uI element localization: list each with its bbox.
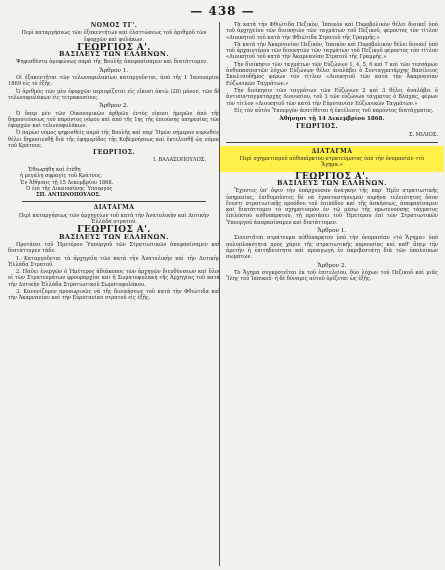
law-subtitle: Περὶ καταργήσεως τῶν ἐξακεντήτων καὶ ἐλαττώσεως τοῦ ἀριθμοῦ τῶν ἔφορχῶν καὶ φυλάκων. xyxy=(21,30,207,43)
article-heading: Ἄρθρον 2. xyxy=(99,103,129,110)
page-number: — 438 — xyxy=(190,4,255,18)
signature-king: ΓΕΩΡΓΙΟΣ. xyxy=(92,149,136,157)
decree-item: 3. Κανονίζομεν προσωρινῶς νὰ τῆς διοικήσεως τοῦ κατὰ τὴν Φθιώτιδα καὶ τὴν Ἀκαρνανίαν καὶ τὴν Εὐρυτανίαν στρατοῦ εἰς ἑξῆς. xyxy=(8,288,220,302)
decree-subtitle: Περὶ σχηματισμοῦ αὐθυπάρκτου στρατεύματος ὑπὸ τὴν ὀνομασίαν «τὸ Ἄγημα.» xyxy=(239,156,425,169)
king-heading: ΓΕΩΡΓΙΟΣ Α'. xyxy=(77,42,151,53)
decree-preamble: Ἔχοντες ὑπ' ὄψιν τὴν ὑπάρχουσαν ἀνάγκην τῆς παρ' Ἡμῖν στρατιωτικῆς ὑπηρεσίας, ἐπιθυμοῦντες δὲ νὰ ἐγκαταστήσωμεν πυρῆνα τελειότητος ὅσον ἔνεστι στρατιωτικῆς προόδου τοῦ ἐπιπέδου καὶ τῆς ἀσκήσεως, ἀπεφασίσαμεν καὶ διατάττομεν τὸ σχηματισμὸν ἐν τῷ μέσῳ τῆς πρωτευούσης τάγματος ἐπιλέκτου αὐθυπάρκτου, τῇ προτάσει τοῦ Ἡμετέρου ἐπὶ τῶν Στρατιωτικῶν Ὑπουργοῦ ἀπεφασίσαμεν καὶ διατάττομεν. xyxy=(226,188,438,226)
section-divider xyxy=(22,201,206,202)
kings-title: ΒΑΣΙΛΕΥΣ ΤΩΝ ΕΛΛΗΝΩΝ. xyxy=(276,178,388,187)
closing-note: Ὁ παρὼν νόμος ψηφισθεὶς παρὰ τῆς Βουλῆς καὶ παρ' Ἡμῶν σήμερον κυρωθεὶς θέλει δημοσιευθῇ διὰ τῆς ἐφημερίδος τῆς Κυβερνήσεως καὶ ἐκτελεσθῇ ὡς νόμος τοῦ Κράτους. xyxy=(8,130,220,150)
article-heading: Ἄρθρον 1. xyxy=(317,228,347,235)
decree-item: 1. Καταργοῦνται τὰ ἀρχηγεῖα τῶν κατὰ τὴν Ἀνατολικὴν καὶ τὴν Δυτικὴν Ἑλλάδα Στρατοῦ. xyxy=(8,255,220,268)
seal-name: ΣΠ. ΑΝΤΩΝΟΠΟΥΛΟΣ. xyxy=(36,192,101,199)
article-text: Οἱ ἐξακεντῆται τῶν τελωνοφυλακίων καταργοῦνται, ἀπὸ τῆς 1 Ἰανουαρίου 1869 εἰς τὸ ἑξῆς. xyxy=(8,75,220,88)
paragraph: Τὴν διοίκησιν τῶν ταγμάτων τῶν Εὐζώνων 1, 4, 5, 6 καὶ 7 καὶ τῶν τεσσάρων ἀνθυπασπιστῶν λόχων Εὐζώνων θέλει ἀναλάβει ὁ Συνταγματάρχης Βασίλειος Σκαλτσοδῆμος φέρων τὸν τίτλον «Διοικητοῦ τῶν κατὰ τὴν Ἀκαρνανίαν Εὐζωνικῶν Ταγμάτων.» xyxy=(226,61,438,87)
kings-title: ΒΑΣΙΛΕΥΣ ΤΩΝ ΕΛΛΗΝΩΝ. xyxy=(58,50,170,59)
signature-minister: Σ. ΜΙΛΙΟΣ. xyxy=(408,132,438,139)
kings-title: ΒΑΣΙΛΕΥΣ ΤΩΝ ΕΛΛΗΝΩΝ. xyxy=(58,232,170,241)
seal-line: ἡ μεγάλη σφραγὶς τοῦ Κράτους. xyxy=(20,173,103,180)
king-heading: ΓΕΩΡΓΙΟΣ Α'. xyxy=(77,225,151,236)
decree-title: ΔΙΑΤΑΓΜΑ xyxy=(311,147,353,155)
decree-preamble: Προτάσει τοῦ Ἡμετέρου Ὑπουργοῦ τῶν Στρατιωτικῶν ἀπεφασίσαμεν καὶ διατάττομεν τάδε. xyxy=(8,241,220,255)
decree-title: ΔΙΑΤΑΓΜΑ xyxy=(93,204,135,212)
decree-subtitle: Περὶ καταργήσεως τῶν ἀρχηγείων τοῦ κατὰ τὴν Ἀνατολικὴν καὶ Δυτικὴν Ἑλλάδα στρατοῦ. xyxy=(18,212,210,226)
paragraph: Τὴν διοίκησιν τῶν ταγμάτων τῶν Εὐζώνων 2 καὶ 3 θέλει ἀναλάβει ὁ ἀντισυνταγματάρχης Διονυσίου, τοῦ 3 τῶν εὐζώνων τάγματος ὁ Βλάχας, φέρων τὸν τίτλον «Διοικητοῦ τῶν κατὰ τὴν Εὐρυτανίαν Εὐζωνικῶν Ταγμάτων.» xyxy=(226,87,438,107)
article-text: Συνιστᾶται στράτευμα αὐθύπαρκτον ὑπὸ τὴν ὀνομασίαν «τὸ Ἄγημα» ὑπὸ πολυπλοκότητα πρὸς χάριν τῆς στρατιωτικῆς παρουσίας καὶ καθ' ἅπερ τὴν ἀρετὴν ἡ ἐπιτηδειότητα καὶ προαγωγὴ ἐν ἀκριβεστάτῃ διὰ τῶν ὑπολοίπων σωμάτων. xyxy=(226,235,438,261)
article-text: Τὸ Ἄγημα συγκροτεῖται ἐκ τοῦ ἐπιτελείου, δύο λόχων τοῦ Πεζικοῦ καὶ μιᾶς Ἴλης τοῦ Ἱππικοῦ· ἡ δὲ δύναμις αὐτοῦ ὁρίζεται ὡς ἑξῆς. xyxy=(226,269,438,283)
king-heading: ΓΕΩΡΓΙΟΣ Α'. xyxy=(295,171,369,182)
decree-date-text: Ἀθήνησι τῇ 14 Δεκεμβρίου 1868. xyxy=(279,116,385,123)
seal-line: Ἐθεωρήθη καὶ ἐτέθη xyxy=(28,166,81,173)
seal-date: Ἐν Ἀθήναις τῇ 15 Δεκεμβρίου 1868. xyxy=(20,179,114,186)
article-text: Ὁ ὅπερ μὲν τῶν Οἰκονομικῶν ἀρθρῶν ἐντὸς εἰκοσι ἡμερῶν ἀπὸ τῆς δημοσιεύσεως τοῦ παρόντος νόμου καὶ ἀπὸ τῆς 1ης τῆς ἐπιούσης ὑπηρεσίας τῶν ἐφορχῶν καὶ τελωνοφυλάκων. xyxy=(8,110,220,130)
paragraph: Τὰ κατὰ τὴν Ἀκαρνανίαν Πεζικὸν, Ἱππικὸν καὶ Πυροβολικὸν θέλει διοικεῖ ὑπὸ τοῦ ἀρχαιοτέρου τῶν διοικητῶν τῶν ταγμάτων τοῦ Πεζικοῦ φέροντος τὸν τίτλον «Διοικητοῦ τοῦ κατὰ τὴν Ἀκαρνανίαν Στρατοῦ τῆς Γραμμῆς.» xyxy=(226,41,438,61)
section-divider xyxy=(226,142,438,143)
paragraph: Εἰς τὸν αὐτὸν Ὑπουργὸν ἀνατίθεται ἡ ἐκτέλεσις τοῦ παρόντος διατάγματος. xyxy=(234,107,434,114)
article-heading: Ἄρθρον 2. xyxy=(317,262,347,269)
decree-date xyxy=(226,116,438,122)
law-title: ΝΟΜΟΣ ΤΓ'. xyxy=(90,22,138,29)
law-preamble: Ψηφισθέντα ὁμοφώνως παρὰ τῆς Βουλῆς ἀπεφασίσαμεν καὶ διατάττομεν. xyxy=(16,59,208,66)
signature-minister: Ι. ΒΑΛΑΣΟΠΟΥΛΟΣ. xyxy=(153,156,206,163)
right-column xyxy=(226,22,438,283)
article-heading: Ἄρθρον 1. xyxy=(99,67,129,74)
left-column xyxy=(8,22,220,303)
decree-item: 2. Παῦει ἐνεργῶν ὁ Ἡμέτερος ἀδιάκοπος τῶν ἀρχηγῶν διευθύνσεων καὶ ὅλοι οἱ τῶν Στρατευμάτων φρουραρχίαι καὶ ἡ Σωματοφυλακὴ τῆς Ἀρχηγίας τοῦ κατὰ τὴν Δυτικὴν Ἑλλάδα Στρατιωτικοῦ Σωματοφυλάκου. xyxy=(8,269,220,288)
seal-role: Ὁ ἐπὶ τῆς Δικαιοσύνης Ὑπουργός xyxy=(26,185,113,192)
signature-king: ΓΕΩΡΓΙΟΣ. xyxy=(296,123,339,131)
signature-row xyxy=(226,124,438,138)
article-text: Ὁ ἀριθμὸς τῶν μὲν ἐφορχῶν περιορίζεται εἰς εἴκοσι ὀκτὼ (28) μόνον, τῶν δὲ τελωνοφυλάκων εἰς τετρακοσίους. xyxy=(8,88,220,101)
paragraph: Τὰ κατὰ τὴν Φθιώτιδα Πεζικὸν, Ἱππικὸν καὶ Πυροβολικὸν θέλει διοικεῖ ὑπὸ τοῦ ἀρχηγείου τῶν διοικητῶν τῶν ταγμάτων τοῦ Πεζικοῦ, φέροντος τὸν τίτλον «Διοικητοῦ τοῦ κατὰ τὴν Φθιώτιδα Στρατοῦ τῆς Γραμμῆς.» xyxy=(226,22,438,41)
highlighted-decree-header xyxy=(220,146,444,172)
